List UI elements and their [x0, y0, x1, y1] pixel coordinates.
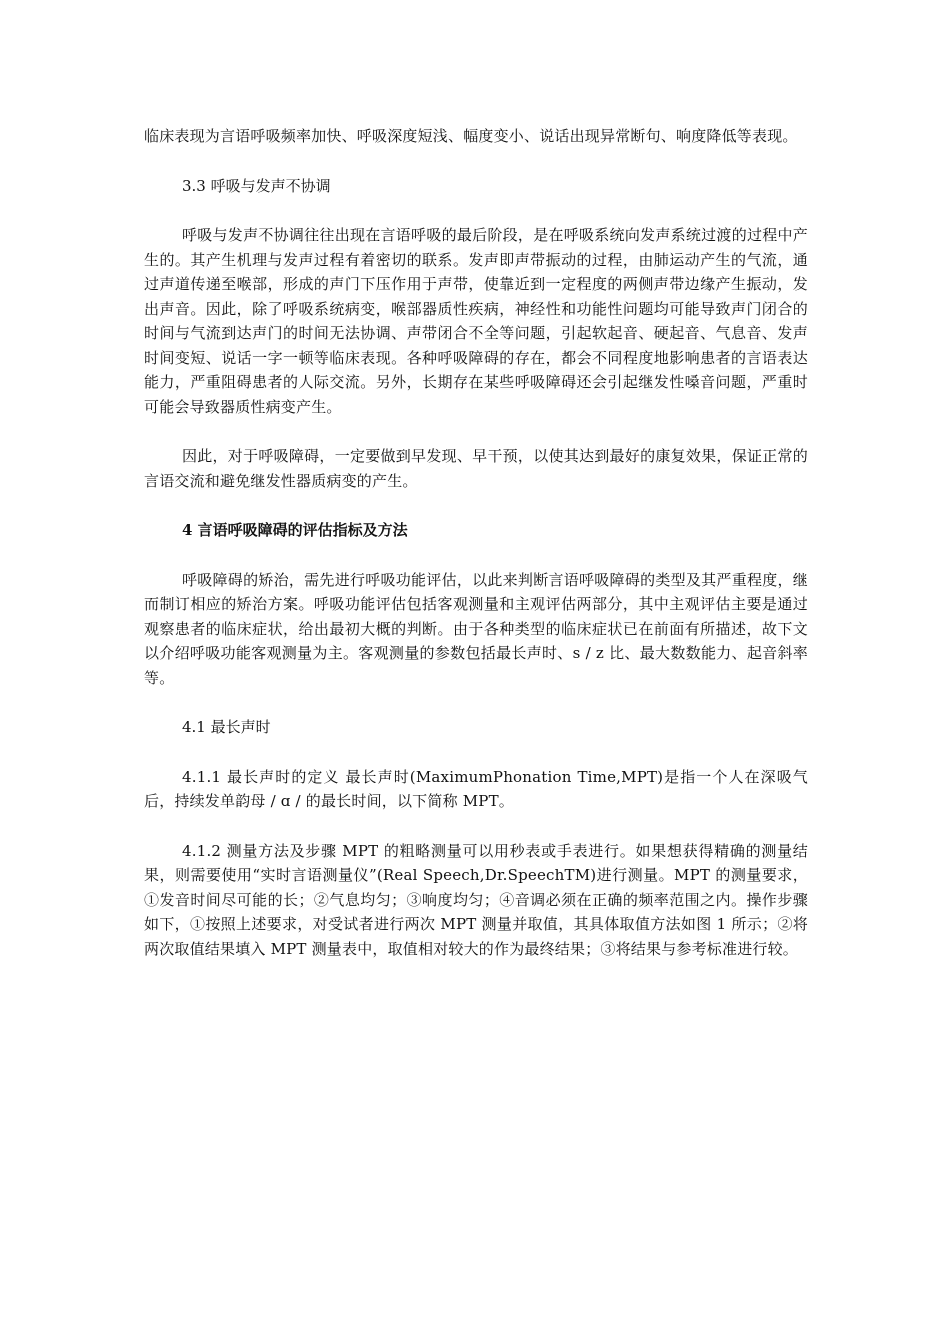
section-heading-4: 4 言语呼吸障碍的评估指标及方法 — [182, 521, 408, 539]
paragraph-gap — [144, 814, 808, 839]
paragraph-mpt-method: 4.1.2 测量方法及步骤 MPT 的粗略测量可以用秒表或手表进行。如果想获得精确的测量结果，则需要使用“实时言语测量仪”(Real Speech,Dr.SpeechTM)进行测量。MPT 的测量要求，①发音时间尽可能的长；②气息均匀；③响度均匀；④音调必须在正确的频率范围之内。操作步骤如下，①按照上述要求，对受试者进行两次 MPT 测量并取值，其具体取值方法如图 1 所示；②将两次取值结果填入 MPT 测量表中，取值相对较大的作为最终结果；③将结果与参考标准进行较。 — [144, 841, 808, 958]
paragraph-gap — [144, 198, 808, 223]
paragraph-breathing-phonation: 呼吸与发声不协调往往出现在言语呼吸的最后阶段，是在呼吸系统向发声系统过渡的过程中产生的。其产生机理与发声过程有着密切的联系。发声即声带振动的过程，由肺运动产生的气流，通过声道传递至喉部，形成的声门下压作用于声带，使靠近到一定程度的两侧声带边缘产生振动，发出声音。因此，除了呼吸系统病变，喉部器质性疾病，神经性和功能性问题均可能导致声门闭合的时间与气流到达声门的时间无法协调、声带闭合不全等问题，引起软起音、硬起音、气息音、发声时间变短、说话一字一顿等临床表现。各种呼吸障碍的存在，都会不同程度地影响患者的言语表达能力，严重阻碍患者的人际交流。另外，长期存在某些呼吸障碍还会引起继发性嗓音问题，严重时可能会导致器质性病变产生。 — [144, 226, 808, 416]
paragraph-gap — [144, 419, 808, 444]
paragraph-gap — [144, 690, 808, 715]
paragraph-early-intervention: 因此，对于呼吸障碍，一定要做到早发现、早干预，以使其达到最好的康复效果，保证正常的言语交流和避免继发性器质病变的产生。 — [144, 447, 808, 490]
section-heading-4-1: 4.1 最长声时 — [182, 718, 271, 736]
paragraph-gap — [144, 543, 808, 568]
paragraph-assessment: 呼吸障碍的矫治，需先进行呼吸功能评估，以此来判断言语呼吸障碍的类型及其严重程度，继而制订相应的矫治方案。呼吸功能评估包括客观测量和主观评估两部分，其中主观评估主要是通过观察患者的临床症状，给出最初大概的判断。由于各种类型的临床症状已在前面有所描述，故下文以介绍呼吸功能客观测量为主。客观测量的参数包括最长声时、s / z 比、最大数数能力、起音斜率等。 — [144, 570, 808, 687]
paragraph-gap — [144, 149, 808, 174]
paragraph-gap — [144, 493, 808, 518]
section-heading-3-3: 3.3 呼吸与发声不协调 — [182, 176, 331, 195]
paragraph-gap — [144, 740, 808, 765]
paragraph-continuation: 临床表现为言语呼吸频率加快、呼吸深度短浅、幅度变小、说话出现异常断句、响度降低等表现。 — [144, 127, 798, 145]
document-body — [144, 124, 808, 961]
paragraph-mpt-definition: 4.1.1 最长声时的定义 最长声时(MaximumPhonation Time,MPT)是指一个人在深吸气后，持续发单韵母 / ɑ / 的最长时间，以下简称 MPT。 — [144, 767, 808, 810]
